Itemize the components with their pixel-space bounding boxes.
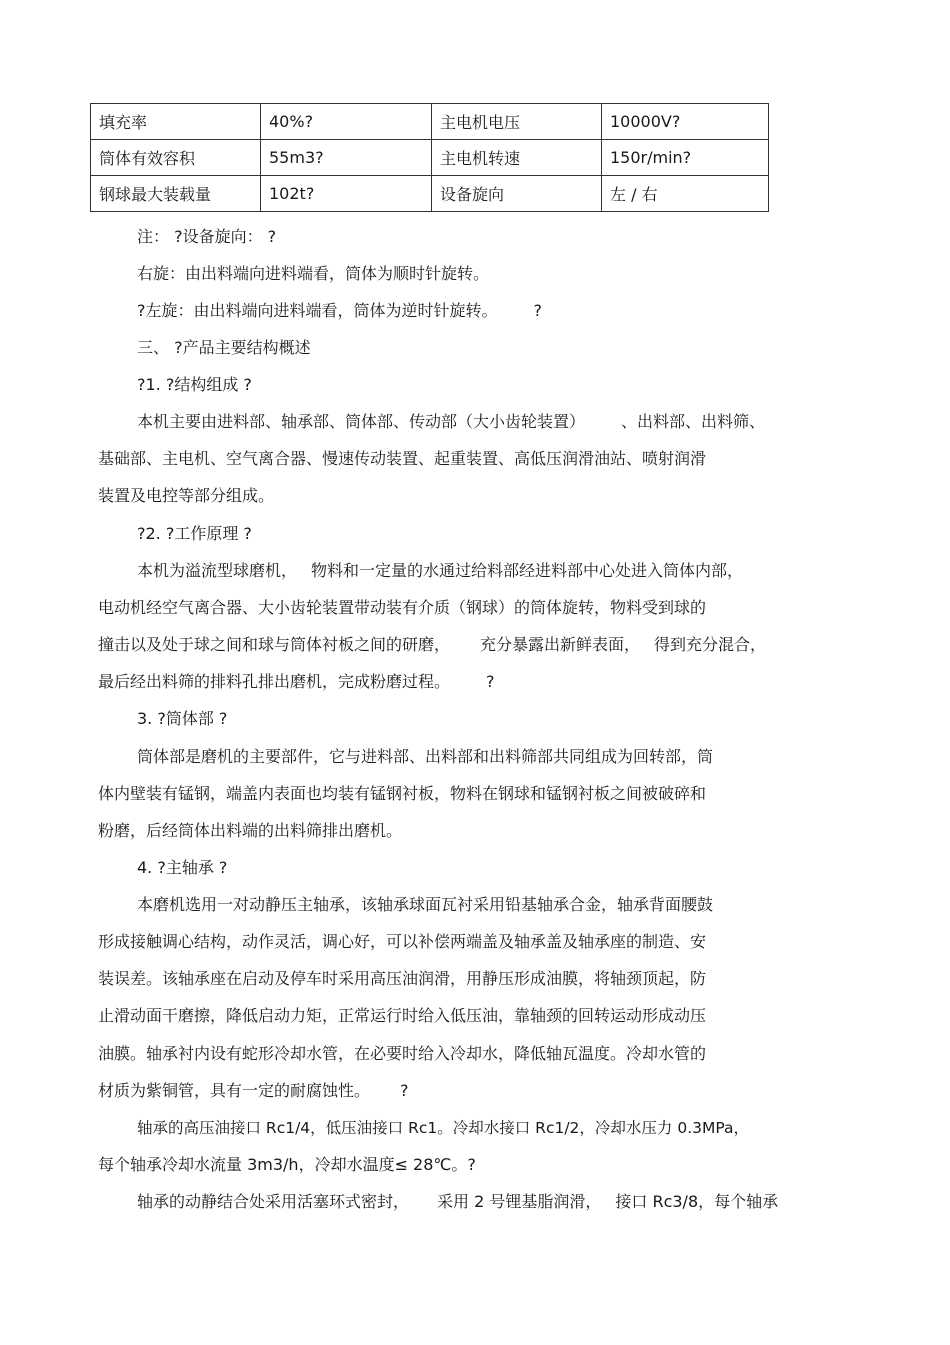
subsection-heading: ?1. ?结构组成 ? — [137, 375, 252, 394]
paragraph-line: 形成接触调心结构，动作灵活，调心好，可以补偿两端盖及轴承盖及轴承座的制造、安 — [98, 932, 707, 951]
table-cell: 钢球最大装载量 — [91, 176, 261, 212]
note-left-rotation — [137, 301, 542, 321]
subsection-heading: ?2. ?工作原理 ? — [137, 524, 252, 543]
note-title: 注： ?设备旋向： ? — [137, 227, 277, 246]
paragraph-line — [98, 672, 495, 692]
spec-table — [90, 103, 769, 212]
paragraph-line: 装置及电控等部分组成。 — [98, 486, 275, 505]
table-cell: 55m3? — [261, 140, 432, 176]
table-cell: 150r/min? — [602, 140, 769, 176]
table-cell: 左 / 右 — [602, 176, 769, 212]
text-span: 材质为紫铜管，具有一定的耐腐蚀性。 — [98, 1081, 371, 1100]
paragraph-line — [137, 561, 743, 581]
text-span: 本机为溢流型球磨机， — [137, 561, 298, 580]
paragraph-line — [137, 412, 765, 432]
text-span: 本机主要由进料部、轴承部、筒体部、传动部（大小齿轮装置） — [137, 412, 586, 431]
paragraph-line: 粉磨，后经筒体出料端的出料筛排出磨机。 — [98, 821, 403, 840]
text-span: ? — [400, 1081, 409, 1100]
table-cell: 主电机转速 — [432, 140, 602, 176]
paragraph-line: 筒体部是磨机的主要部件，它与进料部、出料部和出料筛部共同组成为回转部，筒 — [137, 747, 714, 766]
text-span: 物料和一定量的水通过给料部经进料部中心处进入筒体内部， — [311, 561, 744, 580]
paragraph-line: 油膜。轴承衬内设有蛇形冷却水管，在必要时给入冷却水，降低轴瓦温度。冷却水管的 — [98, 1044, 707, 1063]
section-heading: 三、 ?产品主要结构概述 — [137, 338, 311, 357]
table-cell: 设备旋向 — [432, 176, 602, 212]
subsection-heading: 3. ?筒体部 ? — [137, 709, 228, 728]
table-cell: 102t? — [261, 176, 432, 212]
table-cell: 10000V? — [602, 104, 769, 140]
paragraph-line — [137, 1192, 778, 1212]
text-span: 撞击以及处于球之间和球与筒体衬板之间的研磨， — [98, 635, 451, 654]
text-span: 接口 Rc3/8，每个轴承 — [615, 1192, 779, 1211]
paragraph-line: 电动机经空气离合器、大小齿轮装置带动装有介质（钢球）的筒体旋转，物料受到球的 — [98, 598, 707, 617]
table-row — [91, 104, 769, 140]
text-span: 轴承的动静结合处采用活塞环式密封， — [137, 1192, 410, 1211]
text-span: ? — [533, 301, 542, 320]
paragraph-line: 体内壁装有锰钢，端盖内表面也均装有锰钢衬板，物料在钢球和锰钢衬板之间被破碎和 — [98, 784, 707, 803]
table-row — [91, 176, 769, 212]
table-cell: 主电机电压 — [432, 104, 602, 140]
table-cell: 筒体有效容积 — [91, 140, 261, 176]
text-span: ?左旋：由出料端向进料端看，筒体为逆时针旋转。 — [137, 301, 498, 320]
text-span: ? — [486, 672, 495, 691]
table-cell: 填充率 — [91, 104, 261, 140]
paragraph-line: 轴承的高压油接口 Rc1/4，低压油接口 Rc1。冷却水接口 Rc1/2，冷却水压力 0.3MPa， — [137, 1119, 750, 1137]
table-cell: 40%? — [261, 104, 432, 140]
paragraph-line: 每个轴承冷却水流量 3m3/h，冷却水温度≤ 28℃。? — [98, 1155, 476, 1174]
paragraph-line: 本磨机选用一对动静压主轴承，该轴承球面瓦衬采用铅基轴承合金，轴承背面腰鼓 — [137, 895, 714, 914]
paragraph-line — [98, 635, 766, 655]
paragraph-line — [98, 1081, 409, 1101]
text-span: 得到充分混合， — [654, 635, 767, 654]
text-span: 充分暴露出新鲜表面， — [480, 635, 641, 654]
text-span: 、出料部、出料筛、 — [621, 412, 766, 431]
table-row — [91, 140, 769, 176]
paragraph-line: 止滑动面干磨擦，降低启动力矩，正常运行时给入低压油，靠轴颈的回转运动形成动压 — [98, 1006, 707, 1025]
paragraph-line: 装误差。该轴承座在启动及停车时采用高压油润滑，用静压形成油膜，将轴颈顶起，防 — [98, 969, 707, 988]
subsection-heading: 4. ?主轴承 ? — [137, 858, 228, 877]
note-right-rotation: 右旋：由出料端向进料端看，筒体为顺时针旋转。 — [137, 264, 490, 283]
text-span: 采用 2 号锂基脂润滑， — [437, 1192, 602, 1211]
text-span: 最后经出料筛的排料孔排出磨机，完成粉磨过程。 — [98, 672, 451, 691]
paragraph-line: 基础部、主电机、空气离合器、慢速传动装置、起重装置、高低压润滑油站、喷射润滑 — [98, 449, 707, 468]
